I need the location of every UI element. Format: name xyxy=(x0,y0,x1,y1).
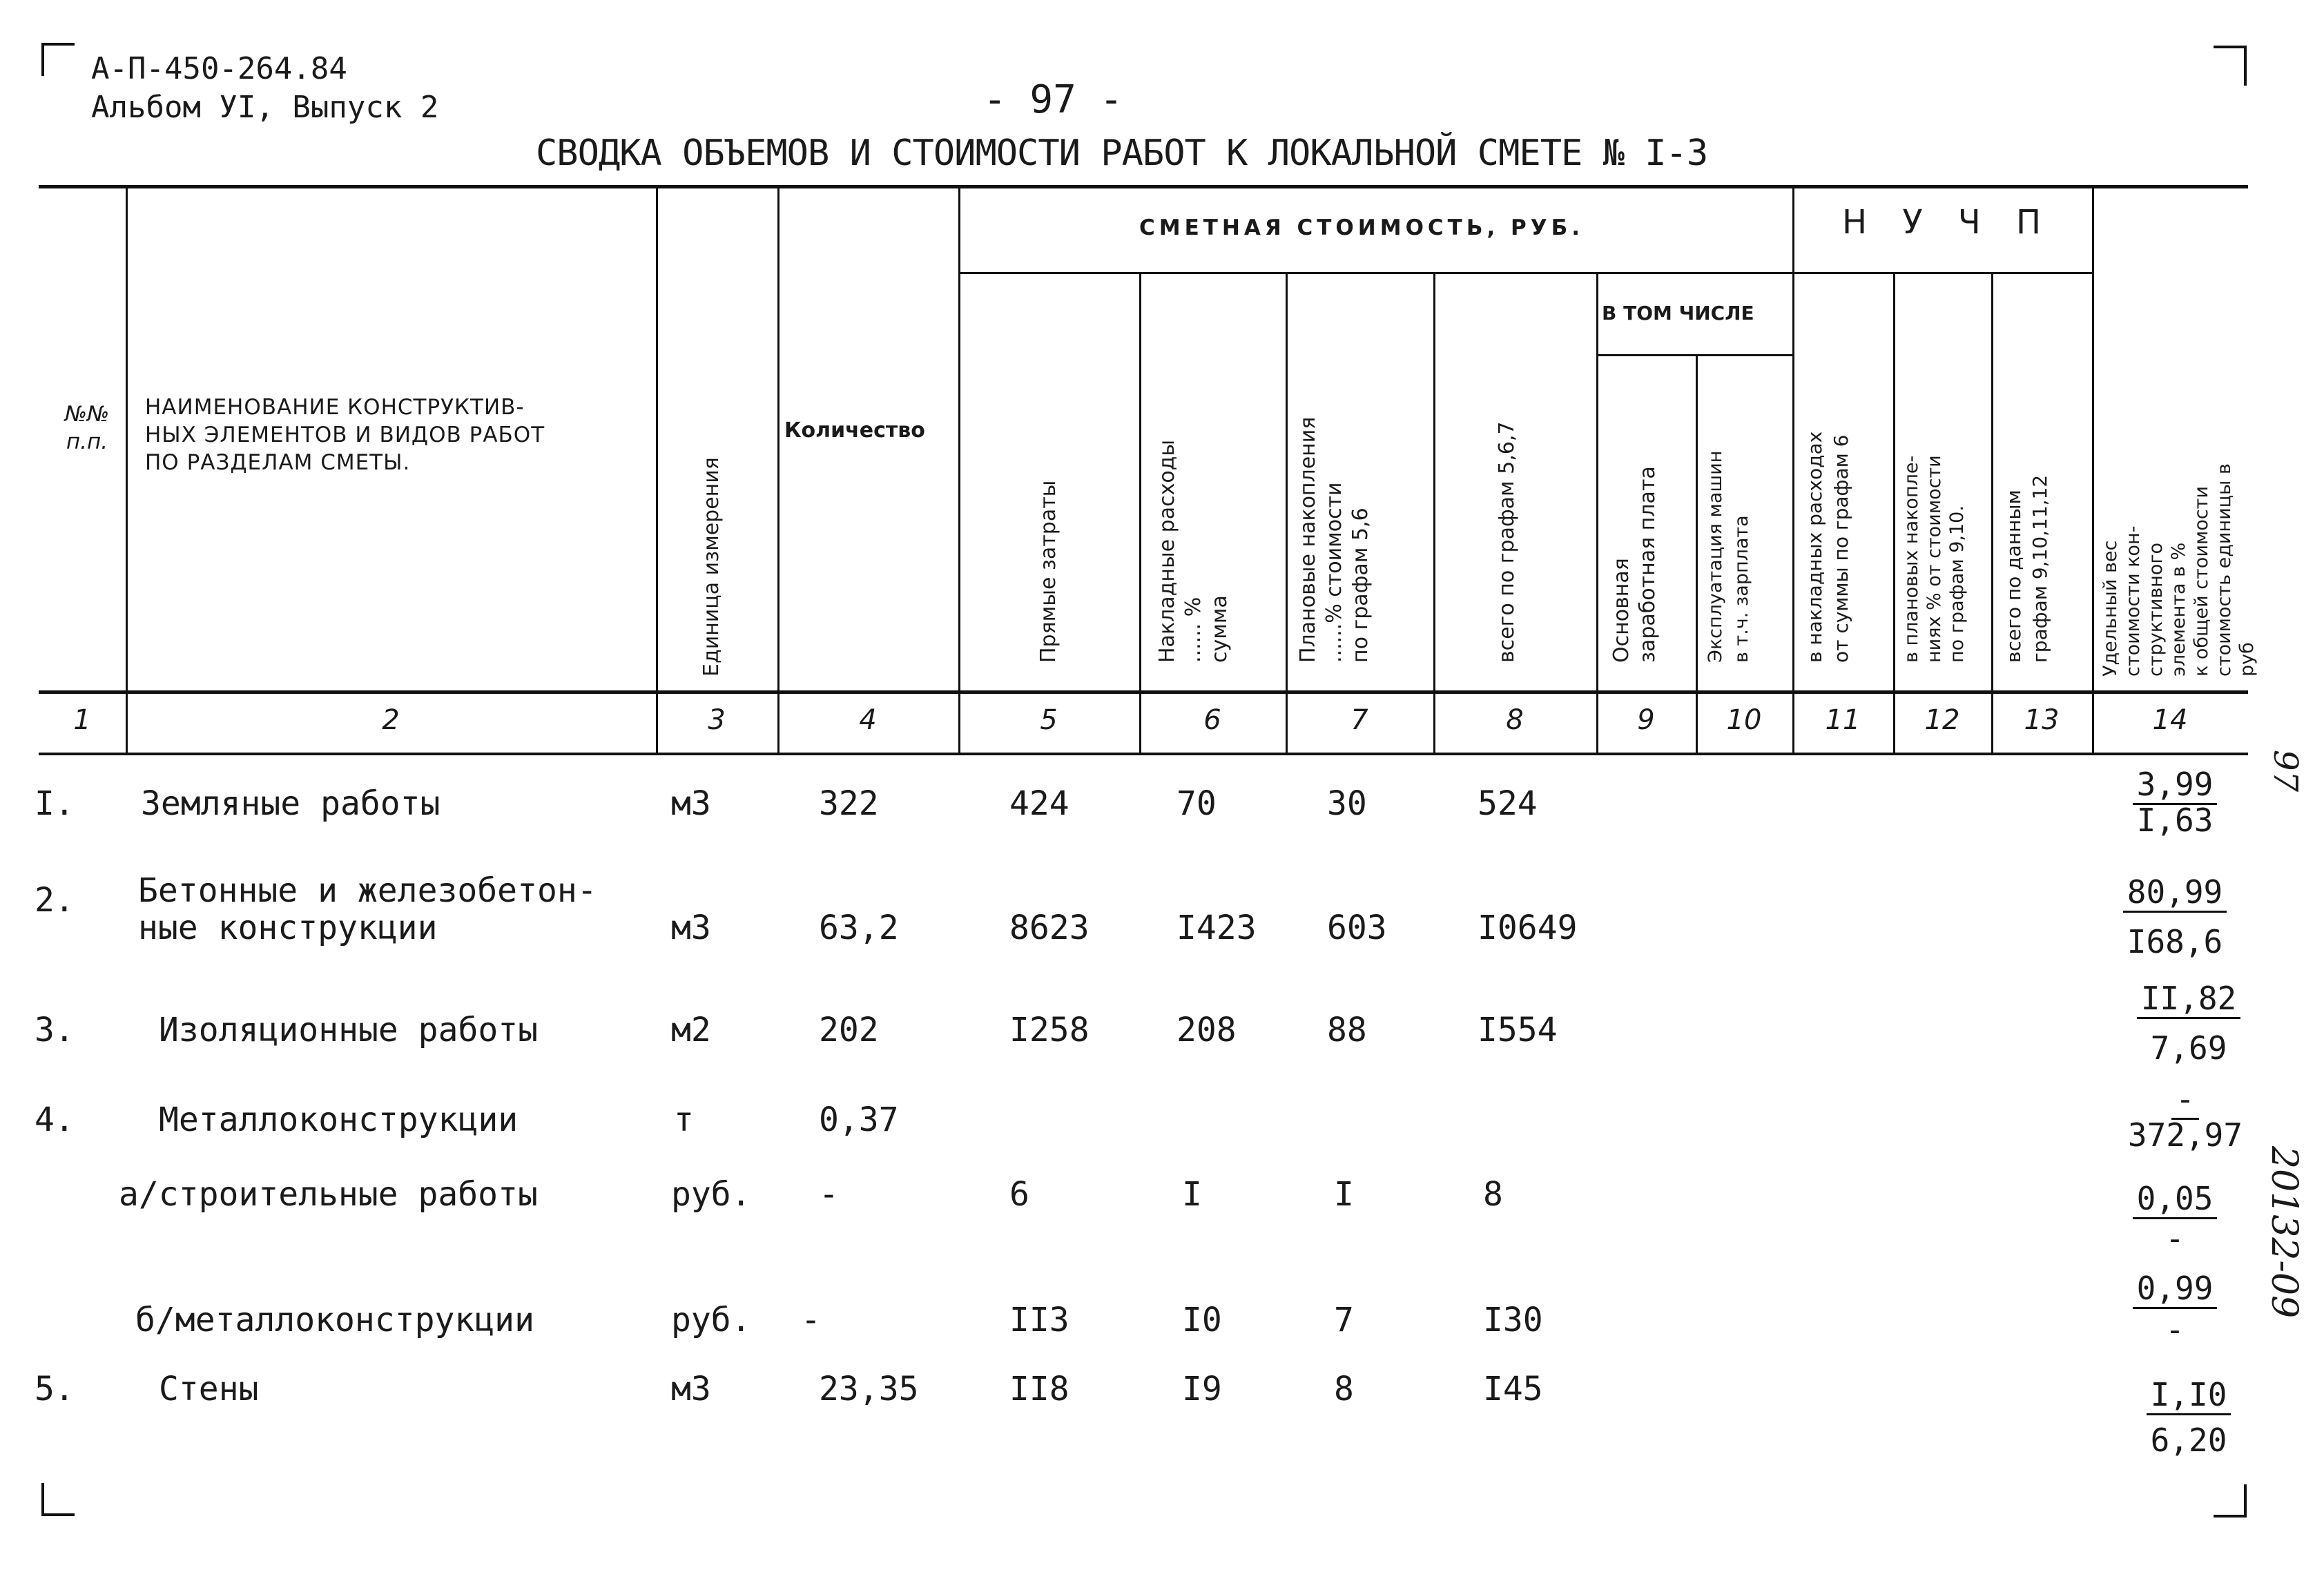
col-divider xyxy=(1991,273,1993,753)
row-overhead: 70 xyxy=(1176,784,1217,823)
column-number: 13 xyxy=(2024,704,2060,736)
album-label: Альбом УI, Выпуск 2 xyxy=(91,90,439,125)
row-share: 0,99 xyxy=(2133,1270,2218,1309)
row-unit: м3 xyxy=(671,909,711,947)
row-planned: 8 xyxy=(1334,1370,1354,1408)
column-number: 5 xyxy=(1040,704,1058,736)
col-divider xyxy=(1696,356,1698,753)
row-share-unit-cost xyxy=(2113,1377,2265,1458)
row-unit: руб. xyxy=(671,1175,751,1214)
col-divider xyxy=(2092,186,2094,753)
header-unit: Единица измерения xyxy=(699,457,724,677)
row-number: 5. xyxy=(35,1370,75,1408)
row-direct-costs: 6 xyxy=(1009,1175,1029,1214)
row-overhead: I xyxy=(1182,1175,1202,1214)
col-divider xyxy=(1893,273,1895,753)
row-number: 4. xyxy=(35,1101,75,1139)
col-divider xyxy=(656,186,658,753)
column-number: 14 xyxy=(2152,704,2188,736)
row-quantity: 202 xyxy=(819,1011,879,1049)
header-total-nuchp: всего по данным графам 9,10,11,12 xyxy=(2002,474,2051,663)
row-unit-cost: I,63 xyxy=(2136,802,2214,839)
row-direct-costs: 424 xyxy=(1009,784,1069,823)
row-direct-costs: II8 xyxy=(1009,1370,1069,1408)
column-number: 7 xyxy=(1350,704,1368,736)
header-share-and-unit-cost: Удельный вес стоимости кон- структивного элемента в % к общей стоимости стоимость единицы в руб xyxy=(2100,463,2258,677)
column-number: 3 xyxy=(708,704,726,736)
corner-mark-bottom-left xyxy=(41,1483,75,1516)
header-estimated-cost-group: СМЕТНАЯ СТОИМОСТЬ, РУБ. xyxy=(1139,215,1585,240)
doc-code: А-П-450-264.84 xyxy=(91,51,347,86)
row-total: I30 xyxy=(1483,1301,1543,1339)
row-share-unit-cost xyxy=(2099,1270,2251,1348)
column-number: 4 xyxy=(859,704,877,736)
row-quantity: - xyxy=(801,1301,821,1339)
row-unit-cost: 372,97 xyxy=(2127,1116,2243,1154)
row-planned: I xyxy=(1334,1175,1354,1214)
header-bottom-border xyxy=(39,690,2248,694)
row-element-name-cont: ные конструкции xyxy=(138,909,438,947)
col-divider xyxy=(1596,273,1598,753)
row-planned: 603 xyxy=(1327,909,1387,947)
row-total: I554 xyxy=(1478,1011,1558,1049)
row-quantity: 63,2 xyxy=(819,909,899,947)
row-share-unit-cost xyxy=(2099,874,2251,960)
column-number: 6 xyxy=(1203,704,1221,736)
header-machine-operation: Эксплуатация машин в т.ч. зарплата xyxy=(1705,450,1752,663)
col-divider xyxy=(126,186,128,753)
nuchp-group-divider xyxy=(1792,272,2092,274)
row-quantity: 23,35 xyxy=(819,1370,919,1408)
header-nuchp-group: Н У Ч П xyxy=(1842,203,2054,242)
incl-group-divider xyxy=(1596,354,1792,356)
table-top-border xyxy=(39,185,2248,188)
row-element-name: Земляные работы xyxy=(141,784,440,823)
row-unit-cost: - xyxy=(2165,1220,2185,1257)
header-row-number: №№ п.п. xyxy=(64,402,110,454)
row-share: 3,99 xyxy=(2133,766,2218,805)
margin-archive-number: 20132-09 xyxy=(2263,1146,2305,1319)
corner-mark-top-right xyxy=(2214,46,2247,86)
row-unit-cost: 6,20 xyxy=(2150,1422,2227,1459)
row-direct-costs: 8623 xyxy=(1009,909,1090,947)
row-element-name: а/строительные работы xyxy=(119,1175,538,1214)
column-number: 8 xyxy=(1506,704,1524,736)
row-unit: м2 xyxy=(671,1011,711,1049)
header-total-5-6-7: всего по графам 5,6,7 xyxy=(1495,421,1519,663)
row-overhead: I9 xyxy=(1182,1370,1222,1408)
header-direct-costs: Прямые затраты xyxy=(1036,480,1061,663)
row-number: 3. xyxy=(35,1011,75,1049)
row-share-unit-cost xyxy=(2099,1081,2272,1153)
row-number: I. xyxy=(35,784,75,823)
row-element-name: Металлоконструкции xyxy=(159,1101,519,1139)
corner-mark-bottom-right xyxy=(2214,1484,2247,1518)
row-unit-cost: 7,69 xyxy=(2150,1029,2227,1067)
row-planned: 7 xyxy=(1334,1301,1354,1339)
row-share-unit-cost xyxy=(2099,1181,2251,1257)
column-number: 12 xyxy=(1924,704,1960,736)
row-direct-costs: I258 xyxy=(1009,1011,1090,1049)
row-unit: м3 xyxy=(671,1370,711,1408)
row-planned: 30 xyxy=(1327,784,1367,823)
row-total: I45 xyxy=(1483,1370,1543,1408)
row-overhead: I423 xyxy=(1176,909,1257,947)
col-divider xyxy=(958,186,960,753)
row-element-name: Изоляционные работы xyxy=(159,1011,539,1049)
row-share-unit-cost xyxy=(2113,980,2265,1066)
row-number: 2. xyxy=(35,881,75,920)
header-planned-savings: Плановые накопления ......% стоимости по графам 5,6 xyxy=(1296,416,1373,663)
row-element-name: Стены xyxy=(159,1370,259,1408)
row-share: II,82 xyxy=(2137,980,2240,1019)
margin-page-stamp: 97 xyxy=(2266,750,2305,793)
row-quantity: 0,37 xyxy=(819,1101,899,1139)
row-share: I,I0 xyxy=(2147,1376,2231,1415)
row-unit: т xyxy=(674,1101,694,1139)
row-unit: руб. xyxy=(671,1301,751,1339)
header-overhead: Накладные расходы ...... % сумма xyxy=(1155,439,1232,663)
column-number: 11 xyxy=(1825,704,1861,736)
column-number: 2 xyxy=(382,704,400,736)
corner-mark-top-left xyxy=(41,43,75,76)
col-divider xyxy=(1286,273,1288,753)
colnum-bottom-border xyxy=(39,753,2248,755)
column-number: 1 xyxy=(73,704,91,736)
col-divider xyxy=(777,186,779,753)
row-quantity: - xyxy=(819,1175,839,1214)
row-element-name: б/металлоконструкции xyxy=(135,1301,534,1339)
document-header xyxy=(91,50,438,127)
row-element-name: Бетонные и железобетон- xyxy=(138,871,597,910)
col-divider xyxy=(1792,186,1794,753)
row-unit: м3 xyxy=(671,784,711,823)
column-number: 10 xyxy=(1726,704,1762,736)
row-total: I0649 xyxy=(1478,909,1578,947)
row-share: 80,99 xyxy=(2123,873,2227,913)
row-total: 524 xyxy=(1478,784,1538,823)
row-share-unit-cost xyxy=(2099,766,2251,838)
page-number: - 97 - xyxy=(983,77,1123,122)
row-total: 8 xyxy=(1483,1175,1503,1214)
header-planned-nuchp: в плановых накопле- ниях % от стоимости по графам 9,10. xyxy=(1901,455,1968,663)
row-overhead: I0 xyxy=(1182,1301,1222,1339)
column-number: 9 xyxy=(1637,704,1655,736)
header-overhead-nuchp: в накладных расходах от суммы по графам 6 xyxy=(1803,431,1852,663)
row-unit-cost: - xyxy=(2165,1311,2185,1348)
row-share: - xyxy=(2171,1080,2199,1120)
row-quantity: 322 xyxy=(819,784,879,823)
col-divider xyxy=(1139,273,1141,753)
header-base-wages: Основная заработная плата xyxy=(1609,466,1660,663)
header-element-name: НАИМЕНОВАНИЕ КОНСТРУКТИВ- НЫХ ЭЛЕМЕНТОВ И ВИДОВ РАБОТ ПО РАЗДЕЛАМ СМЕТЫ. xyxy=(145,395,545,475)
row-direct-costs: II3 xyxy=(1009,1301,1069,1339)
page-title: СВОДКА ОБЪЕМОВ И СТОИМОСТИ РАБОТ К ЛОКАЛЬНОЙ СМЕТЕ № I-3 xyxy=(536,133,1708,174)
header-quantity: Количество xyxy=(784,418,925,443)
header-including-group: В ТОМ ЧИСЛЕ xyxy=(1602,302,1754,324)
row-share: 0,05 xyxy=(2133,1180,2218,1219)
row-unit-cost: I68,6 xyxy=(2127,923,2223,960)
col-divider xyxy=(1433,273,1435,753)
row-overhead: 208 xyxy=(1176,1011,1237,1049)
row-planned: 88 xyxy=(1327,1011,1367,1049)
